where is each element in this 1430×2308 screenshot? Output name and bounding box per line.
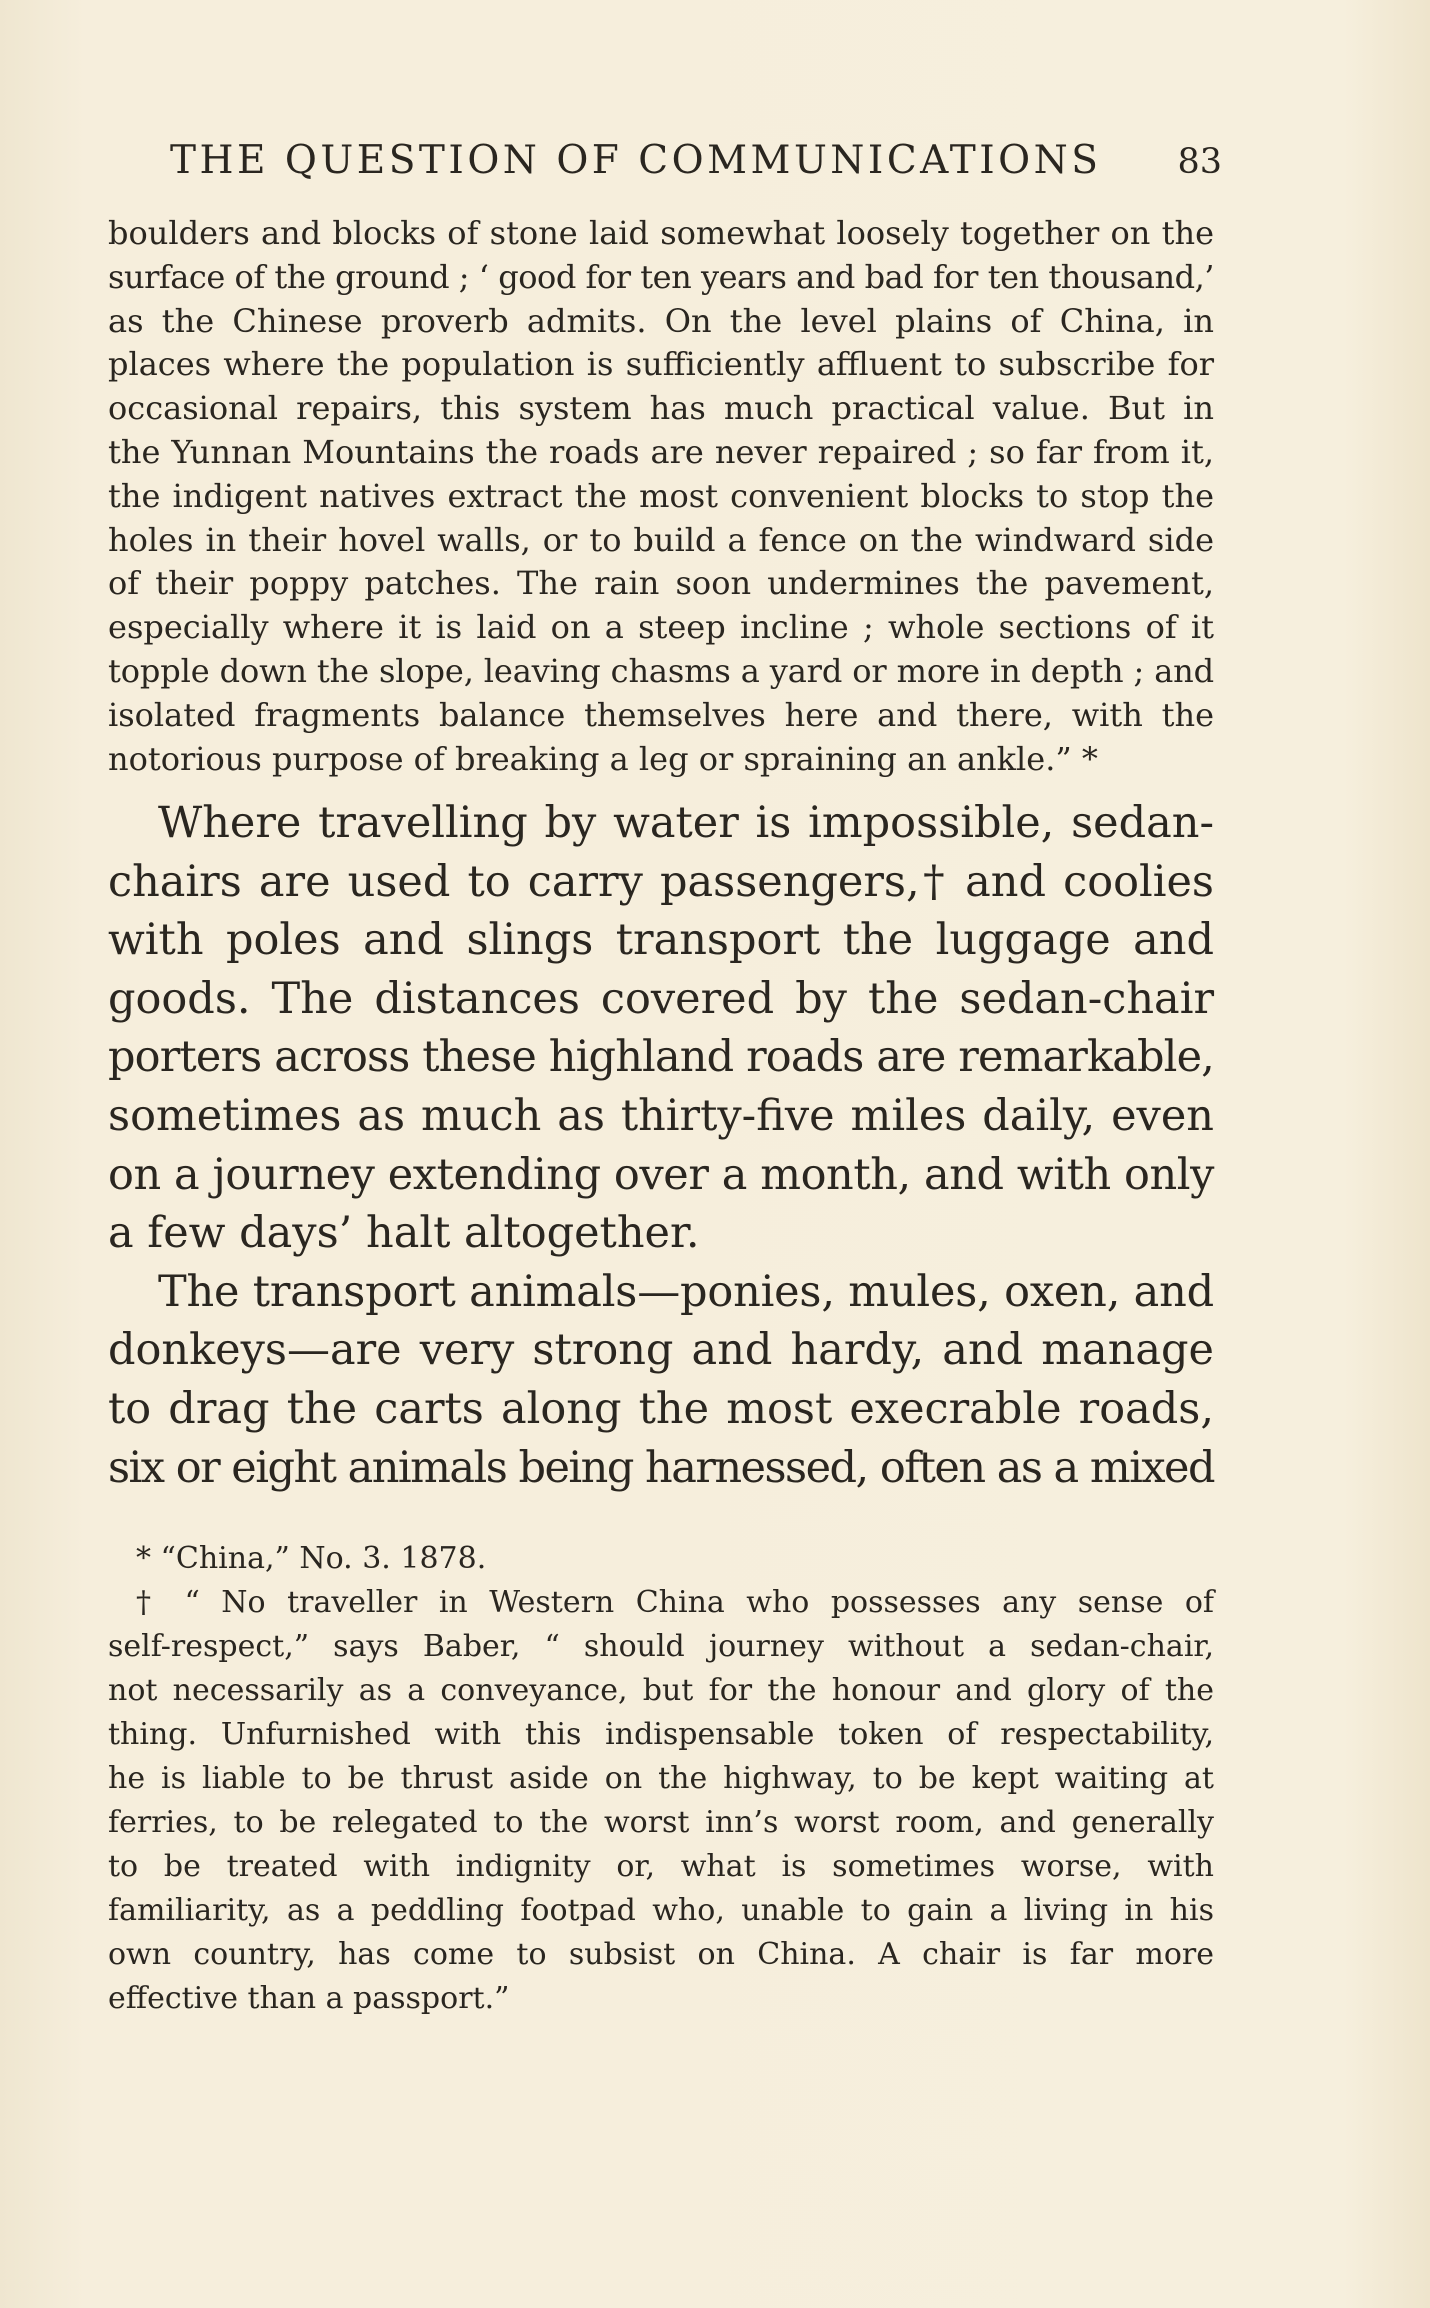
quote-line: notorious purpose of breaking a leg or spraining an ankle.” * [108, 739, 1098, 778]
body-line: The transport animals—ponies, mules, oxen, and [158, 1266, 1214, 1317]
body-line: donkeys—are very strong and hardy, and manage [108, 1325, 1214, 1376]
footnote-line: he is liable to be thrust aside on the highway, to be kept waiting at [108, 1761, 1214, 1796]
quote-line: holes in their hovel walls, or to build a fence on the windward side [108, 520, 1214, 559]
footnote-line: effective than a passport.” [108, 1981, 510, 2016]
quoted-passage [108, 212, 1214, 781]
quote-line: surface of the ground ; ‘ good for ten years and bad for ten thousand,’ [108, 257, 1215, 296]
footnote-line: not necessarily as a conveyance, but for the honour and glory of the [108, 1673, 1214, 1708]
main-text [108, 794, 1214, 1497]
page-number: 83 [1177, 142, 1222, 182]
footnote-line: self-respect,” says Baber, “ should journey without a sedan-chair, [108, 1629, 1214, 1664]
footnote-line: ferries, to be relegated to the worst inn’s worst room, and generally [108, 1805, 1214, 1840]
quote-line: of their poppy patches. The rain soon undermines the pavement, [108, 564, 1214, 603]
quote-line: isolated fragments balance themselves here and there, with the [108, 695, 1214, 734]
quote-line: places where the population is sufficiently affluent to subscribe for [108, 345, 1214, 384]
body-line: a few days’ halt altogether. [108, 1208, 700, 1259]
quote-line: the indigent natives extract the most convenient blocks to stop the [108, 476, 1214, 515]
quote-line: especially where it is laid on a steep incline ; whole sections of it [108, 608, 1214, 647]
quote-line: as the Chinese proverb admits. On the level plains of China, in [108, 301, 1214, 340]
footnote-baber [108, 1581, 1214, 2021]
body-line: six or eight animals being harnessed, often as a mixed [108, 1442, 1215, 1493]
footnote-line: thing. Unfurnished with this indispensable token of respectability, [108, 1717, 1214, 1752]
body-line: with poles and slings transport the luggage and [108, 915, 1214, 966]
footnote-line: familiarity, as a peddling footpad who, unable to gain a living in his [108, 1893, 1214, 1928]
footnote-china: * “China,” No. 3. 1878. [136, 1541, 487, 1576]
quote-line: boulders and blocks of stone laid somewhat loosely together on the [108, 214, 1214, 252]
footnotes [108, 1537, 1214, 2021]
page-header [170, 138, 1222, 188]
quote-line: topple down the slope, leaving chasms a yard or more in depth ; and [108, 651, 1214, 690]
body-line: sometimes as much as thirty-five miles daily, even [108, 1090, 1214, 1141]
quote-line: the Yunnan Mountains the roads are never repaired ; so far from it, [108, 432, 1214, 471]
body-line: goods. The distances covered by the sedan-chair [108, 973, 1214, 1024]
footnote-line: to be treated with indignity or, what is sometimes worse, with [108, 1849, 1214, 1884]
body-line: chairs are used to carry passengers,† and coolies [108, 856, 1214, 907]
quote-line: occasional repairs, this system has much practical value. But in [108, 389, 1214, 428]
body-line: porters across these highland roads are remarkable, [108, 1032, 1215, 1083]
footnote-line: own country, has come to subsist on China. A chair is far more [108, 1937, 1214, 1972]
body-line: to drag the carts along the most execrable roads, [108, 1383, 1214, 1434]
body-line: Where travelling by water is impossible, sedan- [158, 798, 1214, 848]
footnote-line: † “ No traveller in Western China who possesses any sense of [136, 1585, 1214, 1620]
body-line: on a journey extending over a month, and with only [108, 1149, 1214, 1200]
paragraph-transport-animals [108, 1263, 1214, 1497]
running-head: THE QUESTION OF COMMUNICATIONS [170, 138, 1102, 183]
paragraph-sedan-chairs [108, 794, 1214, 1263]
